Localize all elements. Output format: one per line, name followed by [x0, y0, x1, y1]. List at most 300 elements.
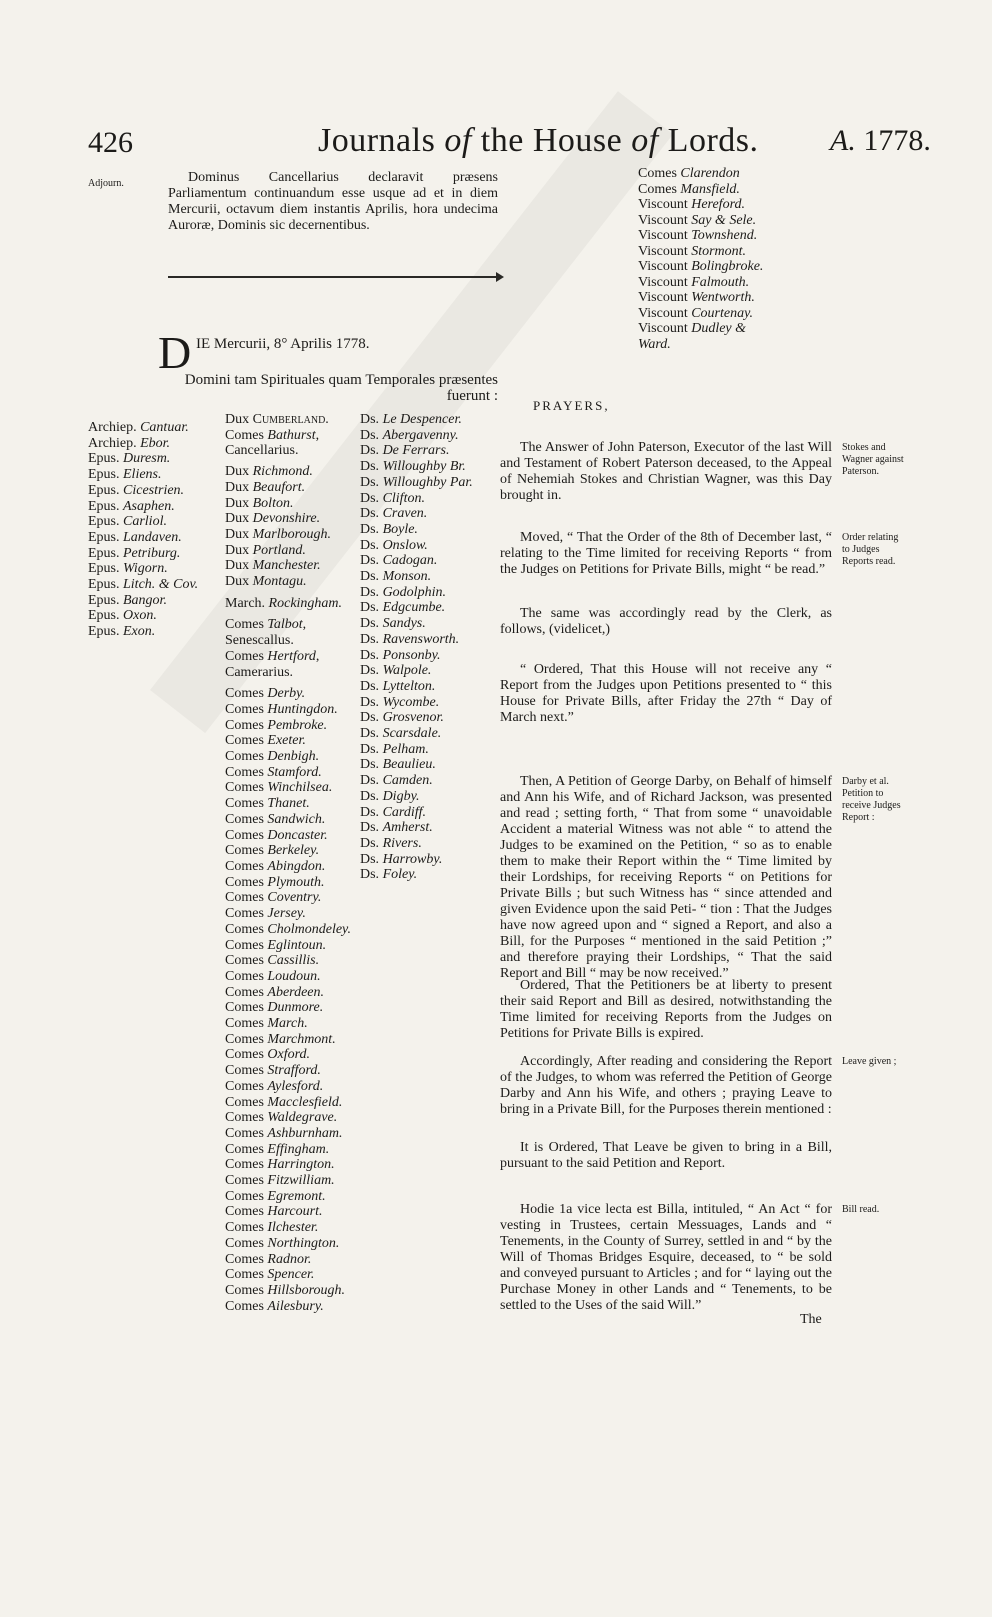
lord-name: Ebor. — [140, 435, 171, 451]
spiritual-lord-item — [88, 608, 198, 624]
lord-name: Macclesfield. — [267, 1094, 343, 1110]
lord-name: Ailesbury. — [267, 1298, 324, 1314]
marquess-item — [225, 596, 355, 612]
lord-name: De Ferrars. — [382, 443, 450, 459]
lord-name: Edgcumbe. — [382, 600, 446, 616]
title-prefix: Ds. — [360, 600, 383, 616]
baron-item — [360, 852, 473, 868]
baron-item — [360, 726, 473, 742]
lord-name: Fitzwilliam. — [267, 1173, 335, 1189]
lord-name: Scarsdale. — [382, 726, 442, 742]
baron-item — [360, 789, 473, 805]
title-prefix: Comes — [225, 874, 268, 890]
earl-item — [225, 828, 355, 844]
title-prefix: Dux — [225, 495, 253, 511]
journal-year: A. 1778. — [830, 124, 931, 157]
spiritual-lord-item — [88, 467, 198, 483]
baron-item — [360, 679, 473, 695]
earl-item — [225, 733, 355, 749]
lord-name: Petriburg. — [123, 545, 181, 561]
title-prefix: Ds. — [360, 788, 383, 804]
lord-name: Marchmont. — [267, 1031, 336, 1047]
earl-item — [225, 1173, 355, 1189]
lord-name: Pelham. — [382, 741, 429, 757]
office-suffix: , Cancellarius. — [225, 427, 320, 459]
title-prefix: Comes — [225, 733, 268, 749]
paragraph-read: The same was accordingly read by the Clerk, as follows, (videlicet,) — [500, 606, 832, 637]
earl-item — [225, 1252, 355, 1268]
lord-name: Beaulieu. — [382, 757, 436, 773]
title-prefix: Comes — [225, 1220, 268, 1236]
title-prefix: Comes — [225, 764, 268, 780]
lord-name: Sandwich. — [267, 811, 326, 827]
title-prefix: Comes — [225, 827, 268, 843]
earl-item — [225, 1283, 355, 1299]
title-prefix: Ds. — [360, 553, 383, 569]
title-prefix: Ds. — [360, 663, 383, 679]
earl-item — [225, 1142, 355, 1158]
viscount-item — [638, 244, 763, 260]
title-prefix: Ds. — [360, 412, 383, 427]
lord-name: Harrowby. — [382, 851, 443, 867]
lord-name: Beaufort. — [252, 479, 306, 495]
lord-name: Carliol. — [123, 514, 167, 530]
title-prefix: Comes — [225, 1125, 268, 1141]
title-prefix: Comes — [225, 906, 268, 922]
earl-item — [225, 969, 355, 985]
title-prefix: Epus. — [88, 451, 123, 467]
title-prefix: Ds. — [360, 459, 383, 475]
lord-name: Manchester. — [252, 558, 321, 574]
title-prefix: Dux — [225, 526, 253, 542]
lord-name: Dunmore. — [267, 1000, 324, 1016]
title-prefix: Comes — [225, 1157, 268, 1173]
lord-name: Cadogan. — [382, 553, 438, 569]
title-prefix: Comes — [225, 717, 268, 733]
lord-name: Cardiff. — [382, 804, 426, 820]
viscount-item — [638, 337, 763, 353]
lord-name: Jersey. — [267, 906, 306, 922]
title-prefix: March. — [225, 595, 269, 611]
earl-item — [225, 1110, 355, 1126]
lord-name: Cassillis. — [267, 953, 320, 969]
title-prefix: Comes — [225, 1000, 268, 1016]
lord-name: Cumberland. — [252, 412, 329, 427]
title-prefix: Ds. — [360, 773, 383, 789]
spiritual-lord-item — [88, 436, 198, 452]
title-prefix: Ds. — [360, 647, 383, 663]
office-suffix: , Senescallus. — [225, 617, 307, 649]
duke-item — [225, 496, 355, 512]
earl-item — [225, 1299, 355, 1315]
lord-name: Eliens. — [123, 467, 162, 483]
lord-name: Bolingbroke. — [691, 259, 764, 274]
title-prefix: Viscount — [638, 274, 692, 290]
lord-name: Monson. — [382, 569, 432, 585]
earl-item — [225, 796, 355, 812]
lord-name: Digby. — [382, 788, 420, 804]
earl-item — [225, 1032, 355, 1048]
lord-name: Rockingham. — [268, 595, 343, 611]
title-prefix: Dux — [225, 574, 253, 590]
baron-item — [360, 616, 473, 632]
title-prefix: Ds. — [360, 851, 383, 867]
earl-item — [225, 1126, 355, 1142]
title-prefix: Comes — [225, 796, 268, 812]
earl-item — [225, 1000, 355, 1016]
baron-item — [360, 553, 473, 569]
duke-item — [225, 464, 355, 480]
title-prefix: Comes — [225, 1188, 268, 1204]
lord-name: Falmouth. — [691, 274, 750, 290]
spiritual-lord-item — [88, 577, 198, 593]
earls-list — [225, 686, 355, 1314]
viscount-item — [638, 182, 763, 198]
lord-name: Aylesford. — [267, 1078, 324, 1094]
officer-item — [225, 649, 353, 680]
title-prefix: Dux — [225, 542, 253, 558]
earl-item — [225, 1236, 355, 1252]
earl-item — [225, 1047, 355, 1063]
baron-item — [360, 757, 473, 773]
title-prefix: Ds. — [360, 584, 383, 600]
lord-name: Plymouth. — [267, 874, 325, 890]
earl-item — [225, 702, 355, 718]
baron-item — [360, 600, 473, 616]
earl-item — [225, 1220, 355, 1236]
duke-item — [225, 558, 355, 574]
title-prefix: Ds. — [360, 631, 383, 647]
paragraph-accordingly: Accordingly, After reading and considering the Report of the Judges, to whom was referred the Petition of George Darby and Ann his Wife, and others ; praying Leave to bring in a Private Bill, for the Purposes therein mentioned : — [500, 1054, 832, 1117]
title-prefix: Archiep. — [88, 420, 141, 435]
paragraph-petition: Then, A Petition of George Darby, on Behalf of himself and Ann his Wife, and of Richard Jackson, was presented and read ; setting forth, “ That from some “ unavoidable Accident a material Witness was not able “ to attend the Judges to be examined on the Petition, “ so as to enable them to make their Report within the “ Time limited by their Lordships, for receiving Reports “ on Petitions for Private Bills ; but such Witness has “ since attended and given Evidence upon the said Peti- “ tion : That the Judges have now agreed upon and “ signed a Report, and also a Bill, for the Purposes “ mentioned in the said Petition ;” and therefore praying their Lordships, “ That the said Report and Bill “ may be now received.” — [500, 774, 832, 981]
title-prefix: Viscount — [638, 212, 692, 228]
lord-item — [225, 428, 353, 459]
marquess-list — [225, 596, 355, 612]
lord-name: Ravensworth. — [382, 631, 460, 647]
paragraph-ordered: Ordered, That the Petitioners be at liberty to present their said Report and Bill as desired, notwithstanding the Time limited for receiving Reports from the Judges on Petitions for Private Bills is expired. — [500, 978, 832, 1041]
title-prefix: Ds. — [360, 835, 383, 851]
title-prefix: Ds. — [360, 726, 383, 742]
spiritual-lord-item — [88, 593, 198, 609]
duke-item — [225, 543, 355, 559]
viscount-item — [638, 228, 763, 244]
title-prefix: Ds. — [360, 820, 383, 836]
lord-name: Bangor. — [123, 592, 167, 608]
lord-name: Rivers. — [382, 835, 422, 851]
title-prefix: Ds. — [360, 506, 383, 522]
spiritual-lord-item — [88, 514, 198, 530]
lord-name: Ponsonby. — [382, 647, 441, 663]
lord-name: Landaven. — [123, 529, 182, 545]
margin-note-order: Order relating to Judges Reports read. — [842, 532, 899, 567]
baron-item — [360, 805, 473, 821]
lord-name: Willoughby Br. — [382, 459, 466, 475]
spiritual-lord-item — [88, 499, 198, 515]
lord-name: Ilchester. — [267, 1220, 319, 1236]
lord-name: Derby. — [267, 686, 306, 702]
lord-name: Abingdon. — [267, 858, 326, 874]
spiritual-lord-item — [88, 483, 198, 499]
lord-name: Harcourt. — [267, 1204, 323, 1220]
lord-name: Coventry. — [267, 890, 322, 906]
lord-name: Pembroke. — [267, 717, 328, 733]
baron-item — [360, 648, 473, 664]
lord-name: Wycombe. — [382, 694, 440, 710]
title-prefix: Ds. — [360, 443, 383, 459]
earl-item — [225, 765, 355, 781]
lord-name: Winchilsea. — [267, 780, 333, 796]
page-number: 426 — [88, 126, 133, 159]
baron-item — [360, 538, 473, 554]
title-prefix: Comes — [225, 1282, 268, 1298]
earl-item — [225, 1079, 355, 1095]
lord-name: Clarendon — [680, 166, 740, 181]
lord-name: Lyttelton. — [382, 678, 436, 694]
lord-name: Say & Sele. — [691, 212, 757, 228]
title-prefix: Comes — [225, 780, 268, 796]
title-prefix: Viscount — [638, 305, 692, 321]
lord-name: March. — [267, 1016, 308, 1032]
earl-item — [225, 985, 355, 1001]
earl-item — [225, 859, 355, 875]
viscount-item — [638, 290, 763, 306]
viscount-item — [638, 259, 763, 275]
baron-item — [360, 506, 473, 522]
earl-item — [225, 1016, 355, 1032]
officers-list — [225, 617, 355, 680]
lord-name: Cicestrien. — [123, 482, 185, 498]
paragraph-order: “ Ordered, That this House will not receive any “ Report from the Judges upon Petitions presented to “ this House for Private Bills, after Friday the 27th “ Day of March next.” — [500, 662, 832, 725]
lord-name: Ashburnham. — [267, 1125, 343, 1141]
paragraph-bill: Hodie 1a vice lecta est Billa, intituled, “ An Act “ for vesting in Trustees, certain Messuages, Lands and “ Tenements, in the County of Surrey, settled in and “ by the Will of Thomas Bridges Esquire, deceased, to “ be sold and conveyed pursuant to Articles ; and for “ laying out the Purchase Money in other Lands and “ Tenements, to be settled to the Uses of the said Will.” — [500, 1202, 832, 1313]
lord-name: Harrington. — [267, 1157, 335, 1173]
margin-note-darby: Darby et al. Petition to receive Judges Report : — [842, 776, 901, 823]
lord-name: Asaphen. — [123, 498, 175, 514]
dukes-head-list — [225, 412, 355, 459]
lord-name: Grosvenor. — [382, 710, 444, 726]
title-prefix: Comes — [225, 686, 268, 702]
lord-name: Aberdeen. — [267, 984, 325, 1000]
lord-name: Oxford. — [267, 1047, 311, 1063]
baron-item — [360, 412, 473, 428]
title-prefix: Ds. — [360, 741, 383, 757]
baron-item — [360, 663, 473, 679]
title-prefix: Dux — [225, 464, 253, 480]
title-prefix: Comes — [225, 1016, 268, 1032]
title-prefix: Epus. — [88, 592, 123, 608]
title-prefix: Comes — [225, 1267, 268, 1283]
lord-name: Courtenay. — [691, 305, 754, 321]
title-prefix: Comes — [225, 427, 268, 443]
margin-note-bill: Bill read. — [842, 1204, 880, 1215]
spiritual-lord-item — [88, 546, 198, 562]
margin-note-adjourn: Adjourn. — [88, 178, 124, 189]
lord-name: Stormont. — [691, 243, 747, 259]
lord-name: Montagu. — [252, 574, 307, 590]
baron-item — [360, 491, 473, 507]
title-prefix: Comes — [225, 843, 268, 859]
title-prefix: Viscount — [638, 228, 692, 243]
temporal-lords-column — [225, 412, 355, 1314]
title-prefix: Epus. — [88, 467, 123, 483]
viscount-item — [638, 197, 763, 213]
paragraph-leave: It is Ordered, That Leave be given to bring in a Bill, pursuant to the said Petition and Report. — [500, 1140, 832, 1171]
duke-item — [225, 511, 355, 527]
spiritual-lord-item — [88, 530, 198, 546]
baron-item — [360, 569, 473, 585]
title-prefix: Ds. — [360, 710, 383, 726]
lord-name: Oxon. — [123, 608, 157, 624]
earl-item — [225, 1095, 355, 1111]
lord-name: Northington. — [267, 1235, 340, 1251]
lord-name: Townshend. — [691, 228, 758, 243]
lord-name: Sandys. — [382, 616, 426, 632]
officer-item — [225, 617, 353, 648]
earl-item — [225, 686, 355, 702]
earl-item — [225, 875, 355, 891]
title-prefix: Epus. — [88, 624, 123, 640]
title-prefix: Comes — [638, 181, 681, 197]
lord-name: Foley. — [382, 867, 418, 883]
lord-name: Ward. — [638, 336, 671, 352]
title-prefix: Viscount — [638, 290, 692, 305]
title-prefix: Comes — [225, 1204, 268, 1220]
lord-name: Hillsborough. — [267, 1282, 346, 1298]
title-prefix: Dux — [225, 511, 253, 527]
title-prefix: Comes — [225, 1031, 268, 1047]
lord-name: Exeter. — [267, 733, 306, 749]
lord-name: Camden. — [382, 773, 433, 789]
title-prefix: Viscount — [638, 243, 692, 259]
lord-name: Doncaster. — [267, 827, 328, 843]
title-prefix: Comes — [225, 937, 268, 953]
spiritual-lords-list — [88, 420, 198, 640]
baron-item — [360, 443, 473, 459]
lord-name: Boyle. — [382, 521, 418, 537]
margin-note-leave: Leave given ; — [842, 1056, 897, 1067]
title-prefix: Ds. — [360, 804, 383, 820]
title-prefix: Ds. — [360, 490, 383, 506]
baron-item — [360, 522, 473, 538]
baron-item — [360, 773, 473, 789]
lord-name: Talbot — [267, 617, 303, 633]
spiritual-lord-item — [88, 624, 198, 640]
baron-item — [360, 820, 473, 836]
lord-name: Mansfield. — [680, 181, 740, 197]
baron-item — [360, 695, 473, 711]
title-prefix: Comes — [225, 648, 268, 664]
lord-name: Marlborough. — [252, 526, 332, 542]
lord-name: Bathurst — [267, 427, 316, 443]
title-prefix: Comes — [225, 617, 268, 633]
earl-item — [225, 1157, 355, 1173]
lord-name: Denbigh. — [267, 749, 320, 765]
lord-name: Dudley & — [691, 321, 747, 336]
title-prefix: Archiep. — [88, 435, 141, 451]
earl-item — [225, 1267, 355, 1283]
title-prefix: Viscount — [638, 321, 692, 336]
title-prefix: Comes — [225, 858, 268, 874]
spiritual-lord-item — [88, 451, 198, 467]
viscount-item — [638, 213, 763, 229]
lord-name: Eglintoun. — [267, 937, 327, 953]
title-prefix: Comes — [225, 921, 268, 937]
earl-item — [225, 1204, 355, 1220]
title-prefix: Viscount — [638, 197, 692, 212]
earl-item — [225, 938, 355, 954]
lord-name: Spencer. — [267, 1267, 315, 1283]
viscount-item — [638, 166, 763, 182]
lord-name: Godolphin. — [382, 584, 446, 600]
title-prefix: Epus. — [88, 498, 123, 514]
duke-item — [225, 574, 355, 590]
duke-item — [225, 480, 355, 496]
title-prefix: Ds. — [360, 694, 383, 710]
barons-list — [360, 412, 473, 883]
title-prefix: Comes — [225, 1110, 268, 1126]
earl-item — [225, 843, 355, 859]
title-prefix: Comes — [225, 890, 268, 906]
lord-name: Amherst. — [382, 820, 433, 836]
lord-name: Abergavenny. — [382, 427, 459, 443]
title-prefix: Comes — [225, 968, 268, 984]
lord-name: Loudoun. — [267, 968, 321, 984]
lord-name: Stamford. — [267, 764, 322, 780]
baron-item — [360, 836, 473, 852]
section-divider — [168, 276, 498, 278]
lord-name: Effingham. — [267, 1141, 330, 1157]
lord-name: Radnor. — [267, 1251, 312, 1267]
lord-name: Bolton. — [252, 495, 294, 511]
lord-name: Wentworth. — [691, 290, 755, 305]
title-prefix: Epus. — [88, 514, 123, 530]
title-prefix: Epus. — [88, 529, 123, 545]
title-prefix: Ds. — [360, 427, 383, 443]
title-prefix: Comes — [225, 1141, 268, 1157]
lord-name: Portland. — [252, 542, 306, 558]
lord-name: Litch. & Cov. — [123, 577, 199, 593]
viscount-item — [638, 306, 763, 322]
earl-item — [225, 718, 355, 734]
earl-item — [225, 890, 355, 906]
title-prefix: Comes — [225, 1251, 268, 1267]
title-prefix: Ds. — [360, 569, 383, 585]
title-prefix: Epus. — [88, 577, 123, 593]
paragraph-moved: Moved, “ That the Order of the 8th of December last, “ relating to the Time limited for receiving Reports “ from the Judges on Petitions for Private Bills, might “ be read.” — [500, 530, 832, 577]
earl-item — [225, 922, 355, 938]
title-prefix: Comes — [225, 953, 268, 969]
lord-name: Willoughby Par. — [382, 474, 473, 490]
lord-name: Cantuar. — [140, 420, 189, 435]
title-prefix: Comes — [225, 701, 268, 717]
lord-name: Craven. — [382, 506, 428, 522]
earl-item — [225, 812, 355, 828]
lord-name: Richmond. — [252, 464, 313, 480]
lord-name: Huntingdon. — [267, 701, 338, 717]
lord-item — [225, 412, 355, 428]
adjournment-paragraph: Dominus Cancellarius declaravit præsens Parliamentum continuandum esse usque ad et in diem Mercurii, octavum diem instantis Aprilis, hora undecima Auroræ, Dominis sic decernentibus. — [168, 170, 498, 233]
title-prefix: Ds. — [360, 521, 383, 537]
lord-name: Le Despencer. — [382, 412, 462, 427]
lord-name: Clifton. — [382, 490, 425, 506]
earl-item — [225, 749, 355, 765]
earl-item — [225, 1189, 355, 1205]
title-prefix: Dux — [225, 558, 253, 574]
title-prefix: Ds. — [360, 757, 383, 773]
earl-item — [225, 1063, 355, 1079]
viscount-item — [638, 275, 763, 291]
